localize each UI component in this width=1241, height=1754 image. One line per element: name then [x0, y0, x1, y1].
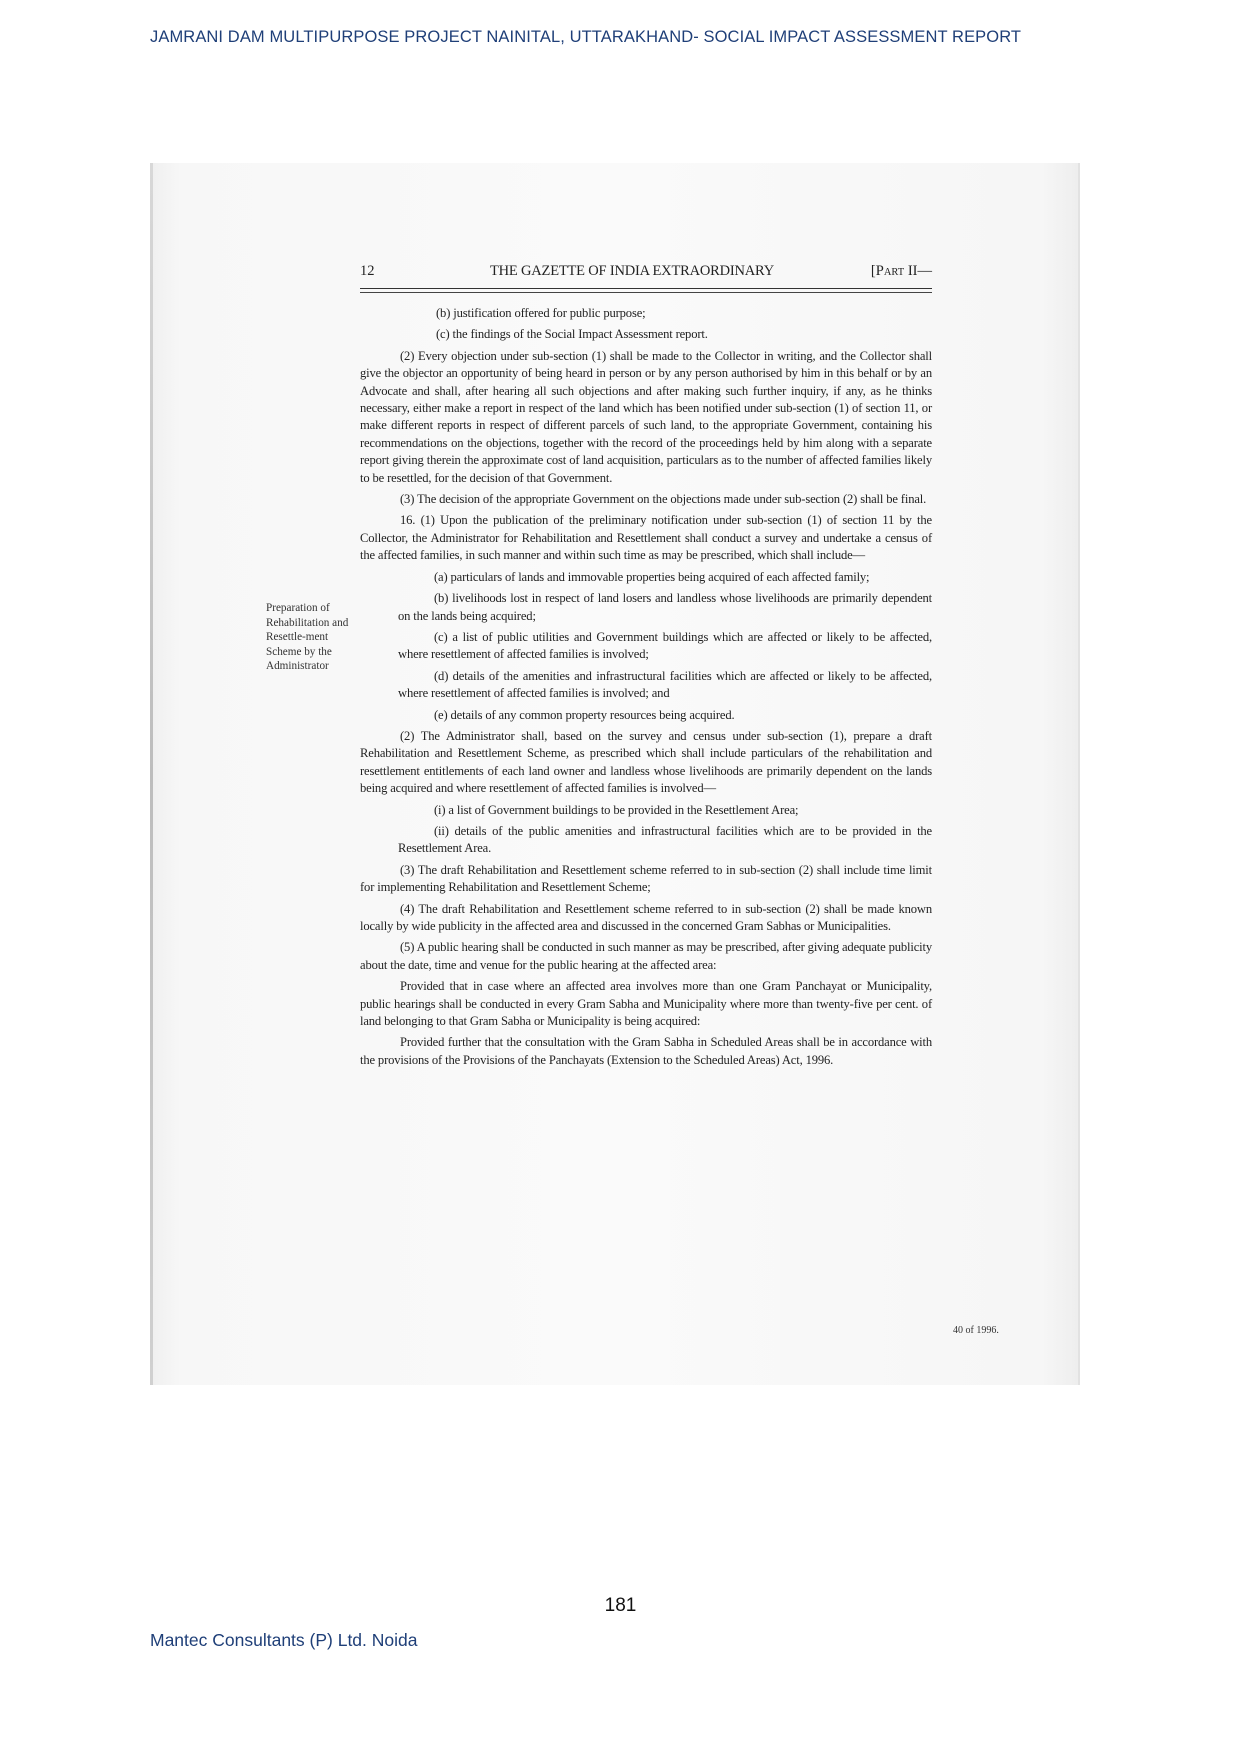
scanned-gazette-page [150, 163, 1080, 1385]
gazette-paragraph: (a) particulars of lands and immovable properties being acquired of each affected family; [434, 569, 870, 584]
gazette-paragraph: (ii) details of the public amenities and infrastructural facilities which are to be provided in the Resettlement Area. [398, 823, 932, 856]
margin-note-right: 40 of 1996. [953, 1325, 999, 1336]
scan-edge [150, 163, 153, 1385]
gazette-part: [PART II— [870, 263, 932, 279]
gazette-header [360, 263, 932, 285]
gazette-paragraph: (2) Every objection under sub-section (1) shall be made to the Collector in writing, and the Collector shall give the objector an opportunity of being heard in person or by any person authorised by him in this behalf or by an Advocate and shall, after hearing all such objections and after making such further inquiry, if any, as he thinks necessary, either make a report in respect of the land which has been notified under sub-section (1) of section 11, or make different reports in respect of different parcels of such land, to the appropriate Government, containing his recommendations on the objections, together with the record of the proceedings held by him along with a separate report giving therein the approximate cost of land acquisition, particulars as to the number of affected families likely to be resettled, for the decision of that Government. [360, 348, 932, 485]
gazette-paragraph: (5) A public hearing shall be conducted in such manner as may be prescribed, after giving adequate publicity about the date, time and venue for the public hearing at the affected area: [360, 940, 932, 972]
gazette-paragraph: (3) The decision of the appropriate Government on the objections made under sub-section (2) shall be final. [400, 492, 927, 507]
gazette-paragraph: (b) livelihoods lost in respect of land losers and landless whose livelihoods are primarily dependent on the lands being acquired; [398, 591, 932, 623]
header-rule [360, 288, 932, 289]
page-number: 181 [604, 1595, 637, 1616]
header-rule-thin [360, 292, 932, 293]
gazette-page-number: 12 [360, 263, 375, 279]
gazette-paragraph: Provided further that the consultation with the Gram Sabha in Scheduled Areas shall be in accordance with the provisions of the Provisions of the Panchayats (Extension to the Scheduled Areas) Act, 1996. [360, 1035, 932, 1067]
gazette-paragraph: (e) details of any common property resources being acquired. [434, 707, 735, 722]
gazette-paragraph: (4) The draft Rehabilitation and Resettlement scheme referred to in sub-section (2) shall be made known locally by wide publicity in the affected area and discussed in the concerned Gram Sabhas or Municipalities. [360, 901, 932, 933]
margin-note: Preparation of Rehabilitation and Resettle-ment Scheme by the Administrator [266, 602, 349, 673]
gazette-paragraph: (b) justification offered for public purpose; [436, 306, 646, 320]
gazette-paragraph: (3) The draft Rehabilitation and Resettlement scheme referred to in sub-section (2) shall include time limit for implementing Rehabilitation and Resettlement Scheme; [360, 862, 932, 895]
gazette-paragraph: Provided that in case where an affected area involves more than one Gram Panchayat or Municipality, public hearings shall be conducted in every Gram Sabha and Municipality where more than twenty-five per cent. of land belonging to that Gram Sabha or Municipality is being acquired: [360, 979, 932, 1029]
gazette-paragraph: (c) a list of public utilities and Government buildings which are affected or likely to be affected, where resettlement of affected families is involved; [398, 629, 932, 662]
gazette-body [360, 305, 932, 1073]
report-header: JAMRANI DAM MULTIPURPOSE PROJECT NAINITAL, UTTARAKHAND- SOCIAL IMPACT ASSESSMENT REPORT [150, 28, 1022, 46]
gazette-paragraph: (i) a list of Government buildings to be provided in the Resettlement Area; [434, 802, 799, 817]
gazette-paragraph: (2) The Administrator shall, based on the survey and census under sub-section (1), prepare a draft Rehabilitation and Resettlement Scheme, as prescribed which shall include particulars of the rehabilitation and resettlement entitlements of each land owner and landless whose livelihoods are primarily dependent on the lands being acquired and where resettlement of affected families is involved— [360, 728, 932, 796]
gazette-paragraph: 16. (1) Upon the publication of the preliminary notification under sub-section (1) of section 11 by the Collector, the Administrator for Rehabilitation and Resettlement shall conduct a survey and undertake a census of the affected families, in such manner and within such time as may be prescribed, which shall include— [360, 513, 932, 563]
gazette-paragraph: (c) the findings of the Social Impact Assessment report. [436, 327, 708, 342]
gazette-title: THE GAZETTE OF INDIA EXTRAORDINARY [490, 263, 774, 279]
gazette-paragraph: (d) details of the amenities and infrastructural facilities which are affected or likely to be affected, where resettlement of affected families is involved; and [398, 668, 932, 701]
footer: Mantec Consultants (P) Ltd. Noida [150, 1630, 418, 1650]
